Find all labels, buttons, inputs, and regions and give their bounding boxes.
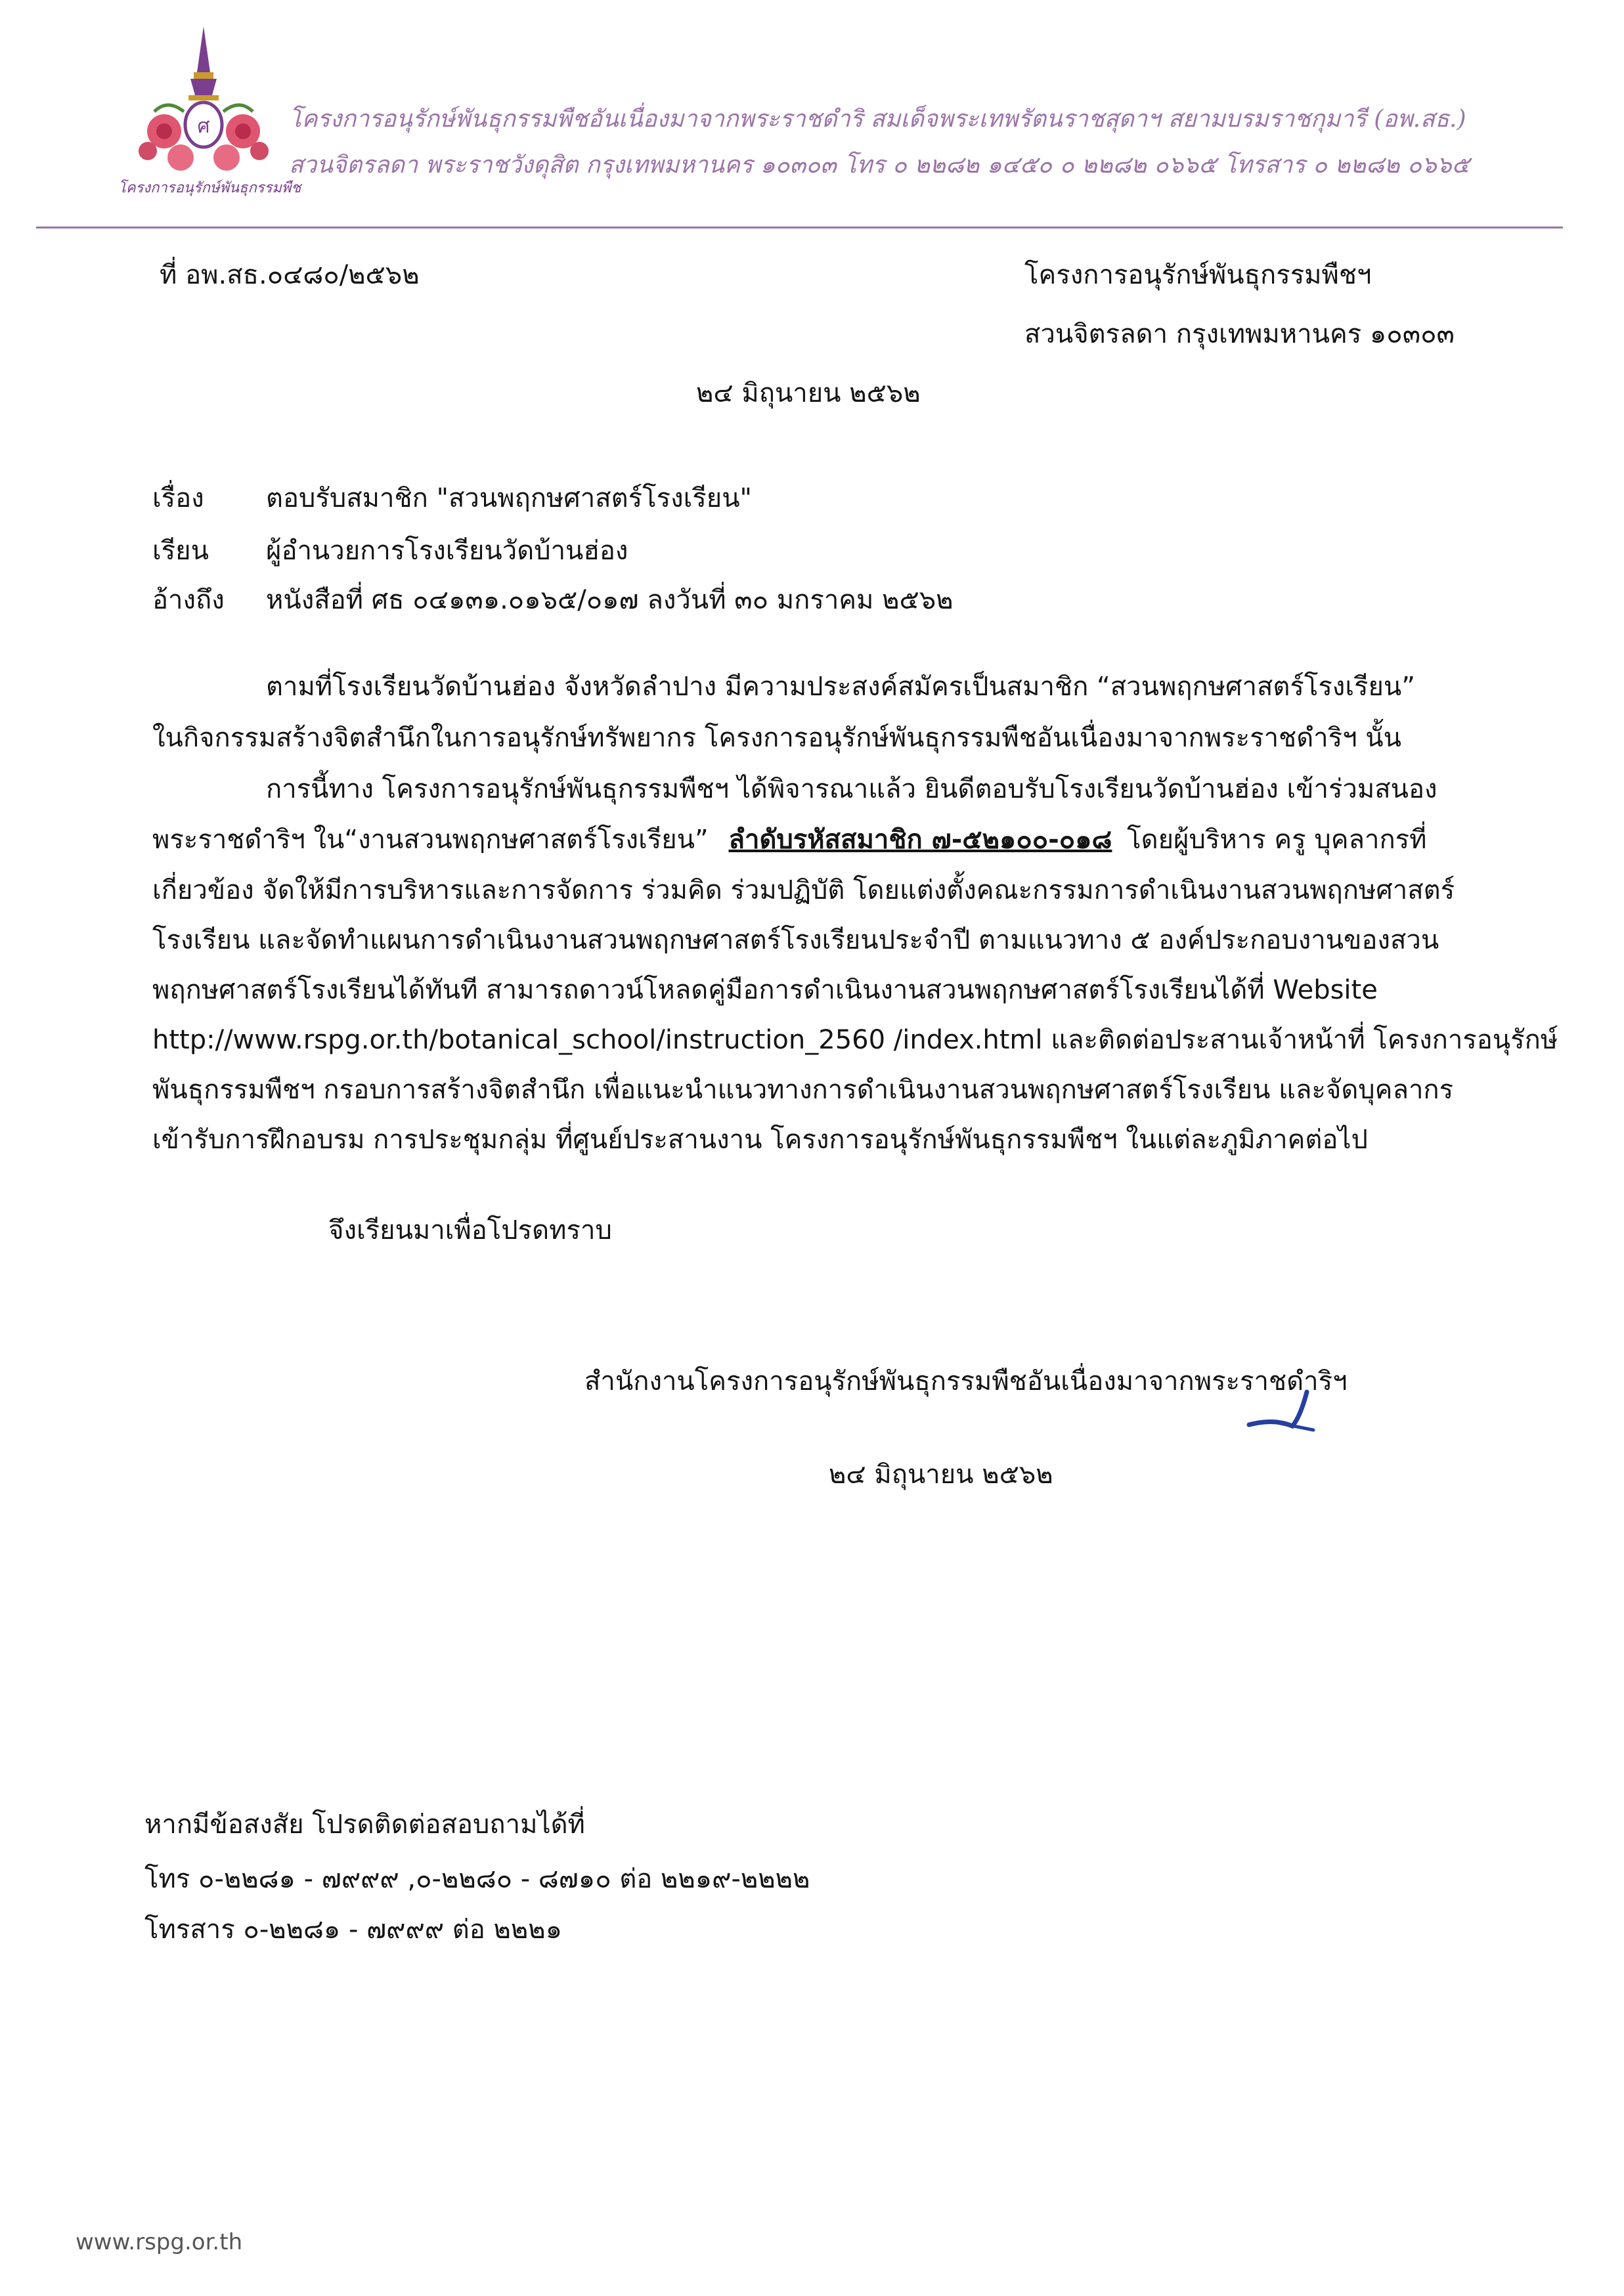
body-paragraph-2-line-3: เกี่ยวข้อง จัดให้มีการบริหารและการจัดการ ร่วมคิด ร่วมปฏิบัติ โดยแต่งตั้งคณะกรรมการดำเนินงานสวนพฤกษศาสตร์ [152,875,1455,905]
body-paragraph-1-line-1: ตามที่โรงเรียนวัดบ้านฮ่อง จังหวัดลำปาง มีความประสงค์สมัครเป็นสมาชิก “สวนพฤกษศาสตร์โรงเรียน” [266,672,1415,702]
reference-label: อ้างถึง [152,585,225,615]
letterhead-divider [36,227,1563,228]
body-paragraph-2-line-8: เข้ารับการฝึกอบรม การประชุมกลุ่ม ที่ศูนย์ประสานงาน โครงการอนุรักษ์พันธุกรรมพืชฯ ในแต่ละภูมิภาคต่อไป [152,1125,1368,1155]
signature-office: สำนักงานโครงการอนุรักษ์พันธุกรรมพืชอันเนื่องมาจากพระราชดำริฯ [584,1366,1348,1397]
subject-label: เรื่อง [152,483,204,513]
to-value: ผู้อำนวยการโรงเรียนวัดบ้านฮ่อง [266,536,628,566]
body-paragraph-2-line-7: พันธุกรรมพืชฯ กรอบการสร้างจิตสำนึก เพื่อแนะนำแนวทางการดำเนินงานสวนพฤกษศาสตร์โรงเรียน และจัดบุคลากร [152,1075,1454,1105]
member-code: ลำดับรหัสสมาชิก ๗-๕๒๑๐๐-๐๑๘ [728,825,1112,855]
body-paragraph-2-line-1: การนี้ทาง โครงการอนุรักษ์พันธุกรรมพืชฯ ได้พิจารณาแล้ว ยินดีตอบรับโรงเรียนวัดบ้านฮ่อง เข้าร่วมสนอง [266,774,1437,804]
closing-line: จึงเรียนมาเพื่อโปรดทราบ [328,1215,612,1245]
reference-value: หนังสือที่ ศธ ๐๔๑๓๑.๐๑๖๕/๐๑๗ ลงวันที่ ๓๐ มกราคม ๒๕๖๒ [266,585,954,615]
signature-date: ๒๔ มิถุนายน ๒๕๖๒ [829,1460,1053,1490]
svg-text:ศ: ศ [197,115,210,138]
body-text: โดยผู้บริหาร ครู บุคลากรที่ [1127,825,1427,855]
body-paragraph-2-line-2 [152,824,1427,856]
reference-number: ที่ อพ.สธ.๐๔๘๐/๒๕๖๒ [160,260,420,290]
to-label: เรียน [152,536,209,566]
footer-website[interactable]: www.rspg.or.th [76,2229,243,2255]
contact-fax: โทรสาร ๐-๒๒๘๑ - ๗๙๙๙ ต่อ ๒๒๒๑ [144,1915,562,1945]
signature-mark-icon [1241,1385,1327,1440]
logo-caption: โครงการอนุรักษ์พันธุกรรมพืช [118,180,301,196]
subject-value: ตอบรับสมาชิก "สวนพฤกษศาสตร์โรงเรียน" [266,483,752,513]
sender-line-1: โครงการอนุรักษ์พันธุกรรมพืชฯ [1024,260,1372,290]
letterhead-line-2: สวนจิตรลดา พระราชวังดุสิต กรุงเทพมหานคร ๑๐๓๐๓ โทร ๐ ๒๒๘๒ ๑๔๕๐ ๐ ๒๒๘๒ ๐๖๖๕ โทรสาร ๐ ๒๒๘๒ ๐๖๖๕ [289,152,1470,179]
body-paragraph-2-line-4: โรงเรียน และจัดทำแผนการดำเนินงานสวนพฤกษศาสตร์โรงเรียนประจำปี ตามแนวทาง ๕ องค์ประกอบงานของสวน [152,925,1439,955]
body-paragraph-1-line-2: ในกิจกรรมสร้างจิตสำนึกในการอนุรักษ์ทรัพยากร โครงการอนุรักษ์พันธุกรรมพืชอันเนื่องมาจากพระราชดำริฯ นั้น [152,723,1401,753]
sender-line-2: สวนจิตรลดา กรุงเทพมหานคร ๑๐๓๐๓ [1024,319,1455,349]
contact-phone: โทร ๐-๒๒๘๑ - ๗๙๙๙ ,๐-๒๒๘๐ - ๘๗๑๐ ต่อ ๒๒๑๙-๒๒๒๒ [144,1864,810,1894]
letterhead-line-1: โครงการอนุรักษ์พันธุกรรมพืชอันเนื่องมาจากพระราชดำริ สมเด็จพระเทพรัตนราชสุดาฯ สยามบรมราชกุมารี (อพ.สธ.) [289,106,1466,133]
body-text: พระราชดำริฯ ใน“งานสวนพฤกษศาสตร์โรงเรียน” [152,825,709,855]
contact-intro: หากมีข้อสงสัย โปรดติดต่อสอบถามได้ที่ [144,1809,585,1840]
body-paragraph-2-line-5: พฤกษศาสตร์โรงเรียนได้ทันที สามารถดาวน์โหลดคู่มือการดำเนินงานสวนพฤกษศาสตร์โรงเรียนได้ที่ Website [152,975,1378,1005]
letter-date: ๒๔ มิถุนายน ๒๕๖๒ [696,378,921,408]
logo-emblem-icon [128,26,279,177]
project-logo [128,26,279,177]
body-paragraph-2-line-6: http://www.rspg.or.th/botanical_school/instruction_2560 /index.html และติดต่อประสานเจ้าหน้าที่ โครงการอนุรักษ์ [152,1025,1558,1055]
